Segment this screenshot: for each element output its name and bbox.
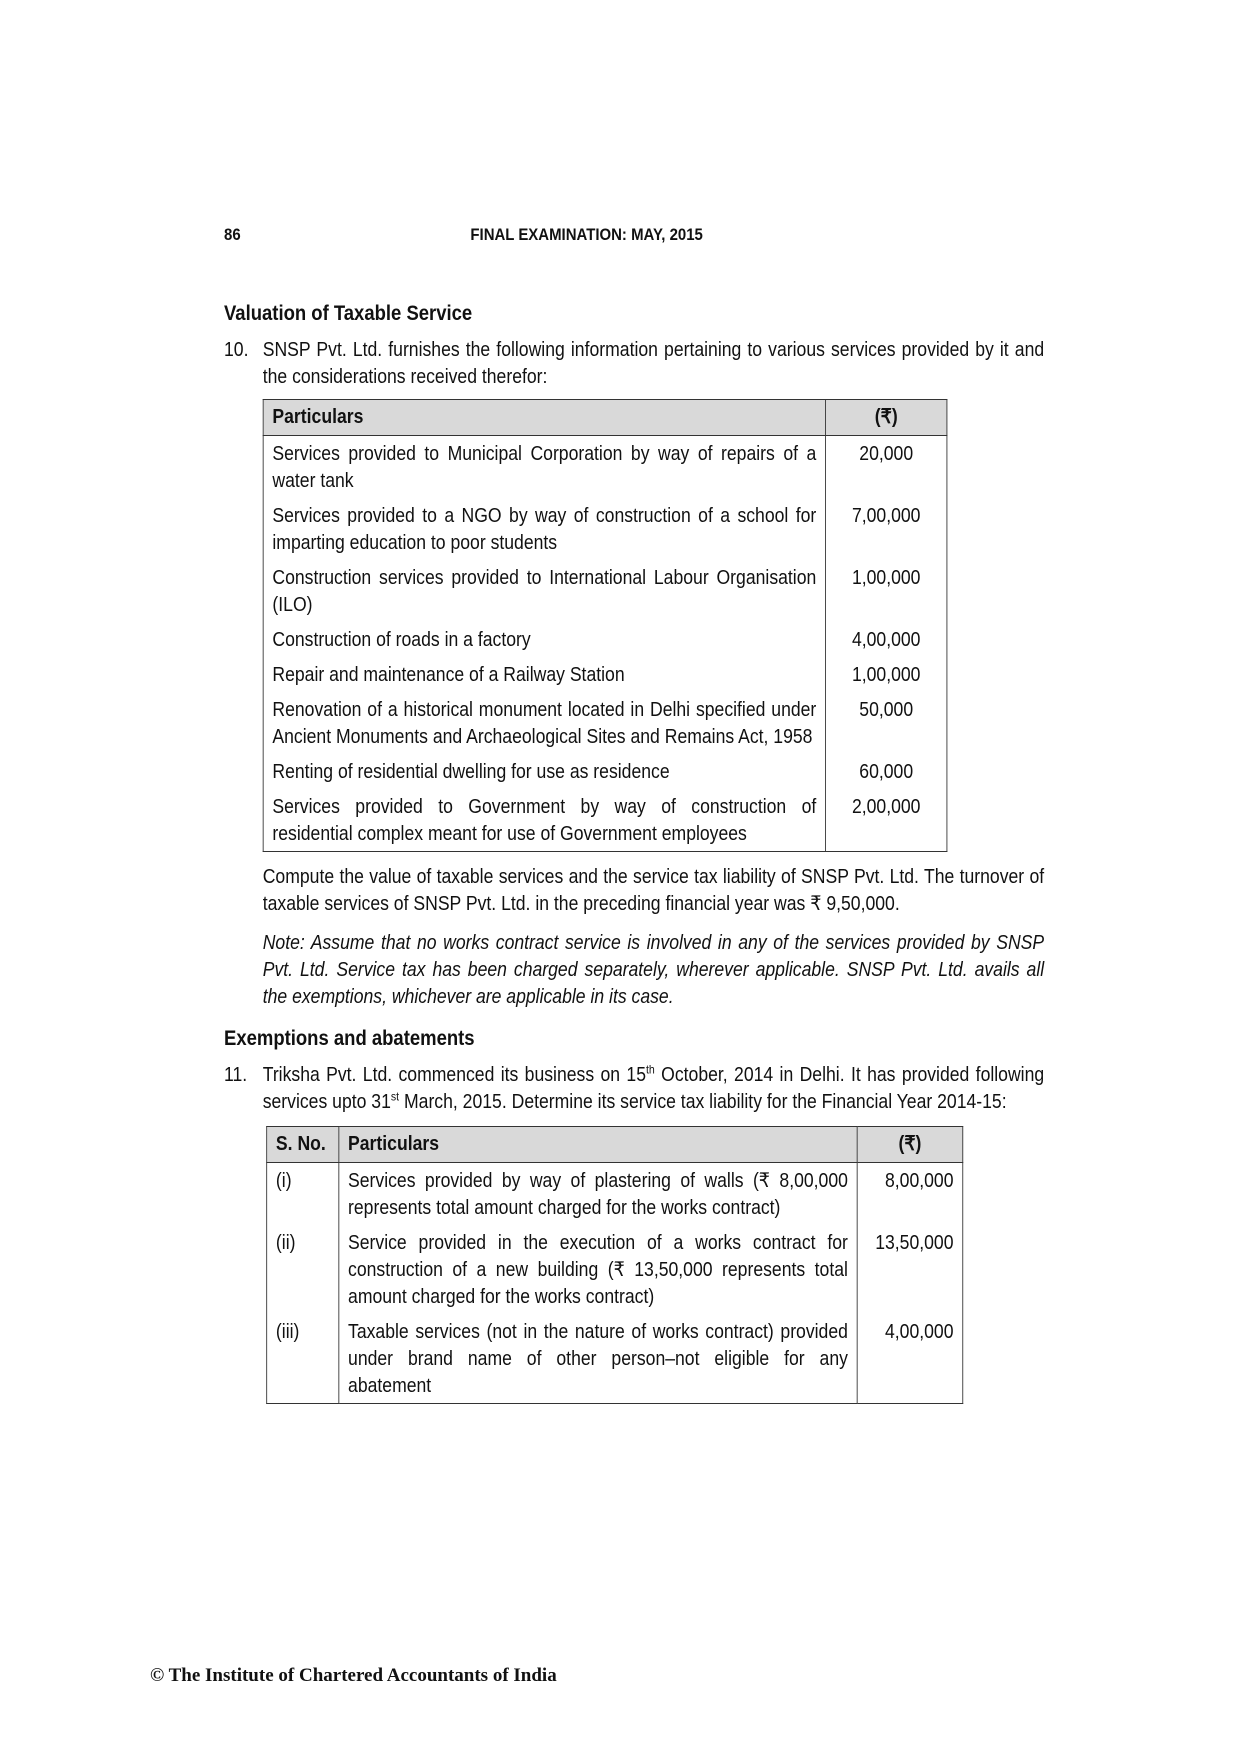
section-heading-valuation: Valuation of Taxable Service [224,302,473,325]
row-sno: (i) [267,1163,339,1226]
row-particulars: Services provided to a NGO by way of construction of a school for imparting education to poor students [263,498,825,560]
row-particulars: Services provided by way of plastering of walls (₹ 8,00,000 represents total amount charged for the works contract) [339,1163,857,1226]
table-row [263,657,947,692]
page-header [224,225,946,249]
row-particulars: Repair and maintenance of a Railway Station [263,657,825,692]
ordinal-suffix: st [390,1089,400,1104]
row-sno: (ii) [267,1225,339,1314]
table-row [263,560,947,622]
row-amount: 4,00,000 [826,622,947,657]
question-11 [224,1062,1044,1116]
question-text-part: Triksha Pvt. Ltd. commenced its business on 15 [262,1064,647,1086]
question-text-part: October, 2014 in Delhi. It has provided following services upto 31 [262,1064,1045,1113]
row-amount: 13,50,000 [857,1225,963,1314]
table-row [267,1225,963,1314]
table-header-row [267,1127,963,1163]
question-text [263,1062,1044,1116]
row-amount: 2,00,000 [826,789,947,852]
question-number: 10. [224,339,249,361]
row-particulars: Renting of residential dwelling for use as residence [263,754,825,789]
table-row [267,1163,963,1226]
table-row [267,1314,963,1404]
table-header-row [263,400,947,436]
content-body [224,300,1044,1404]
row-amount: 60,000 [826,754,947,789]
row-particulars: Service provided in the execution of a works contract for construction of a new building (₹ 13,50,000 represents total amount charged for the works contract) [339,1225,857,1314]
compute-instruction: Compute the value of taxable services and the service tax liability of SNSP Pvt. Ltd. The turnover of taxable services of SNSP Pvt. Ltd. in the preceding financial year was ₹ 9,50,000. [262,866,1045,915]
table-row [263,498,947,560]
main-content [224,300,1044,1404]
row-amount: 1,00,000 [826,657,947,692]
question-text-part: March, 2015. Determine its service tax liability for the Financial Year 2014-15: [399,1091,1007,1113]
services-table-2 [266,1126,963,1404]
row-particulars: Construction services provided to International Labour Organisation (ILO) [263,560,825,622]
question-number: 11. [224,1064,248,1086]
note-text: Note: Assume that no works contract service is involved in any of the services provided by SNSP Pvt. Ltd. Service tax has been charged separately, wherever applicable. SNSP Pvt. Ltd. avails all the exemptions, whichever are applicable in its case. [262,932,1045,1008]
column-header-sno: S. No. [267,1127,339,1163]
table-row [263,692,947,754]
row-amount: 50,000 [826,692,947,754]
row-sno: (iii) [267,1314,339,1404]
column-header-amount: (₹) [826,400,947,436]
row-particulars: Services provided to Municipal Corporation by way of repairs of a water tank [263,436,825,499]
row-amount: 7,00,000 [826,498,947,560]
row-particulars: Services provided to Government by way of construction of residential complex meant for use of Government employees [263,789,825,852]
table-row [263,754,947,789]
row-amount: 8,00,000 [857,1163,963,1226]
table-row [263,622,947,657]
ordinal-suffix: th [646,1062,655,1077]
row-particulars: Construction of roads in a factory [263,622,825,657]
table-row [263,789,947,852]
column-header-particulars: Particulars [263,400,825,436]
footer-copyright: © The Institute of Chartered Accountants of India [150,1665,557,1686]
section-heading-exemptions: Exemptions and abatements [224,1027,475,1050]
row-amount: 20,000 [826,436,947,499]
row-particulars: Renovation of a historical monument located in Delhi specified under Ancient Monuments and Archaeological Sites and Remains Act, 1958 [263,692,825,754]
column-header-amount: (₹) [857,1127,963,1163]
row-particulars: Taxable services (not in the nature of works contract) provided under brand name of other person–not eligible for any abatement [339,1314,857,1404]
page-title: FINAL EXAMINATION: MAY, 2015 [470,225,703,244]
row-amount: 4,00,000 [857,1314,963,1404]
question-10 [224,337,1044,391]
column-header-particulars: Particulars [339,1127,857,1163]
table-row [263,436,947,499]
services-table [263,399,948,852]
row-amount: 1,00,000 [826,560,947,622]
question-text: SNSP Pvt. Ltd. furnishes the following information pertaining to various services provided by it and the considerations received therefor: [262,339,1045,388]
page-number: 86 [224,225,241,244]
